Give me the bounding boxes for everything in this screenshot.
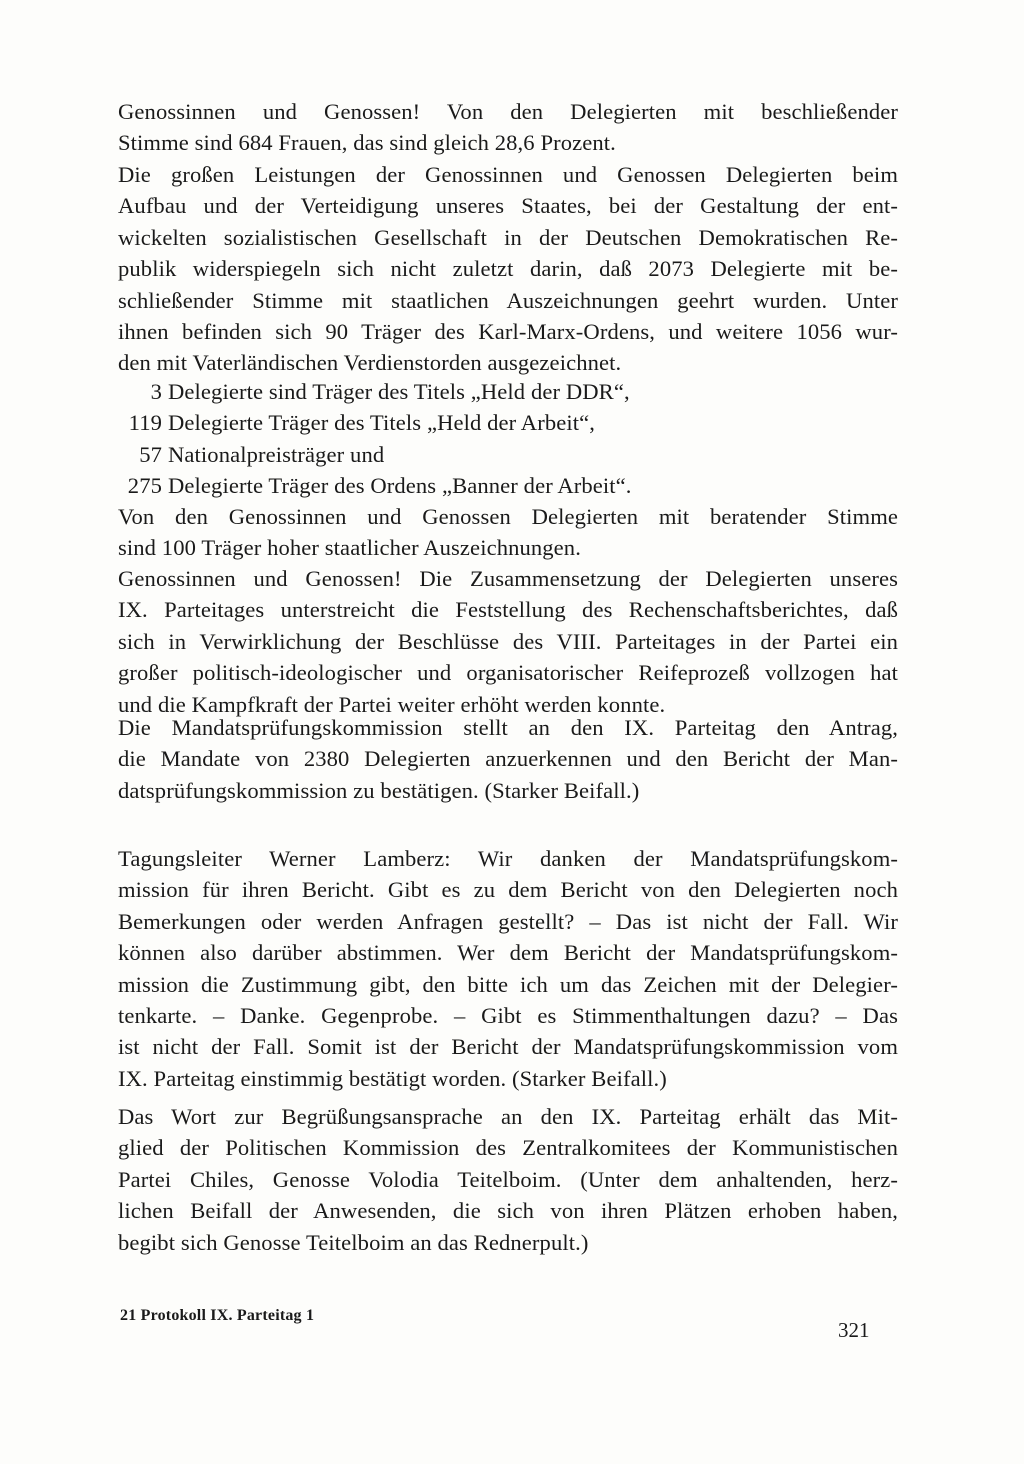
paragraph-chair-statement [118, 843, 898, 1094]
text-line: können also darüber abstimmen. Wer dem Bericht der Mandatsprüfungskom- [118, 940, 898, 966]
list-item-text: Delegierte sind Träger des Titels „Held der DDR“, [168, 379, 630, 404]
text-line: Stimme sind 684 Frauen, das sind gleich 28,6 Prozent. [118, 130, 616, 156]
list-item [118, 439, 898, 470]
text-line: großer politisch-ideologischer und organisatorischer Reifeprozeß vollzogen hat [118, 660, 898, 686]
paragraph-welcome-address [118, 1101, 898, 1258]
text-line: Tagungsleiter Werner Lamberz: Wir danken der Mandatsprüfungskom- [118, 846, 898, 871]
text-line: lichen Beifall der Anwesenden, die sich von ihren Plätzen erhoben haben, [118, 1198, 898, 1224]
page-number: 321 [838, 1318, 870, 1342]
text-line: ihnen befinden sich 90 Träger des Karl-Marx-Ordens, und weitere 1056 wur- [118, 319, 898, 345]
text-line: mission die Zustimmung gibt, den bitte ich um das Zeichen mit der Delegier- [118, 971, 898, 997]
list-item-text: Nationalpreisträger und [168, 441, 385, 467]
text-line: Genossinnen und Genossen! Von den Delegierten mit beschließender [118, 99, 898, 124]
text-line: Das Wort zur Begrüßungsansprache an den IX. Parteitag erhält das Mit- [118, 1104, 898, 1129]
list-item-number: 57 [139, 441, 162, 467]
list-item [118, 407, 898, 438]
text-line: IX. Parteitag einstimmig bestätigt worden. (Starker Beifall.) [118, 1065, 667, 1091]
text-line: mission für ihren Bericht. Gibt es zu dem Bericht von den Delegierten noch [118, 877, 898, 903]
text-line: IX. Parteitages unterstreicht die Feststellung des Rechenschaftsberichtes, daß [118, 597, 898, 623]
text-line: publik widerspiegeln sich nicht zuletzt darin, daß 2073 Delegierte mit be- [118, 256, 898, 282]
text-line: begibt sich Genosse Teitelboim an das Rednerpult.) [118, 1229, 589, 1255]
text-line: sich in Verwirklichung der Beschlüsse des VIII. Parteitages in der Partei ein [118, 628, 898, 654]
text-line: Von den Genossinnen und Genossen Delegierten mit beratender Stimme [118, 504, 898, 529]
text-line: Bemerkungen oder werden Anfragen gestellt? – Das ist nicht der Fall. Wir [118, 908, 898, 934]
text-line: Die großen Leistungen der Genossinnen und Genossen Delegierten beim [118, 162, 898, 187]
paragraph-motion [118, 712, 898, 806]
text-line: sind 100 Träger hoher staatlicher Auszeichnungen. [118, 535, 581, 561]
paragraph-women-delegates [118, 96, 898, 159]
text-line: tenkarte. – Danke. Gegenprobe. – Gibt es Stimmenthaltungen dazu? – Das [118, 1003, 898, 1029]
list-item-text: Delegierte Träger des Titels „Held der Arbeit“, [168, 410, 595, 436]
list-item-number: 3 [150, 379, 162, 404]
text-line: wickelten sozialistischen Gesellschaft in der Deutschen Demokratischen Re- [118, 224, 898, 250]
list-item-number: 275 [127, 473, 162, 499]
text-line: schließender Stimme mit staatlichen Auszeichnungen geehrt wurden. Unter [118, 287, 898, 313]
list-item [118, 376, 898, 407]
text-line: glied der Politischen Kommission des Zentralkomitees der Kommunistischen [118, 1135, 898, 1161]
text-line: ist nicht der Fall. Somit ist der Bericht der Mandatsprüfungskommission vom [118, 1034, 898, 1060]
list-item-text: Delegierte Träger des Ordens „Banner der Arbeit“. [168, 473, 632, 499]
text-line: Partei Chiles, Genosse Volodia Teitelboim. (Unter dem anhaltenden, herz- [118, 1166, 898, 1192]
paragraph-advisory-delegates [118, 501, 898, 564]
paragraph-composition [118, 563, 898, 720]
list-item [118, 470, 898, 501]
text-line: Genossinnen und Genossen! Die Zusammensetzung der Delegierten unseres [118, 566, 898, 591]
text-line: Aufbau und der Verteidigung unseres Staates, bei der Gestaltung der ent- [118, 193, 898, 219]
text-line: und die Kampfkraft der Partei weiter erhöht werden konnte. [118, 691, 666, 717]
text-line: datsprüfungskommission zu bestätigen. (Starker Beifall.) [118, 777, 640, 803]
text-line: die Mandate von 2380 Delegierten anzuerkennen und den Bericht der Man- [118, 746, 898, 772]
paragraph-achievements [118, 159, 898, 379]
list-item-number: 119 [128, 410, 162, 436]
text-line: Die Mandatsprüfungskommission stellt an den IX. Parteitag den Antrag, [118, 715, 898, 740]
footer-signature: 21 Protokoll IX. Parteitag 1 [120, 1307, 315, 1324]
awards-list [118, 376, 898, 502]
text-line: den mit Vaterländischen Verdienstorden ausgezeichnet. [118, 350, 622, 376]
